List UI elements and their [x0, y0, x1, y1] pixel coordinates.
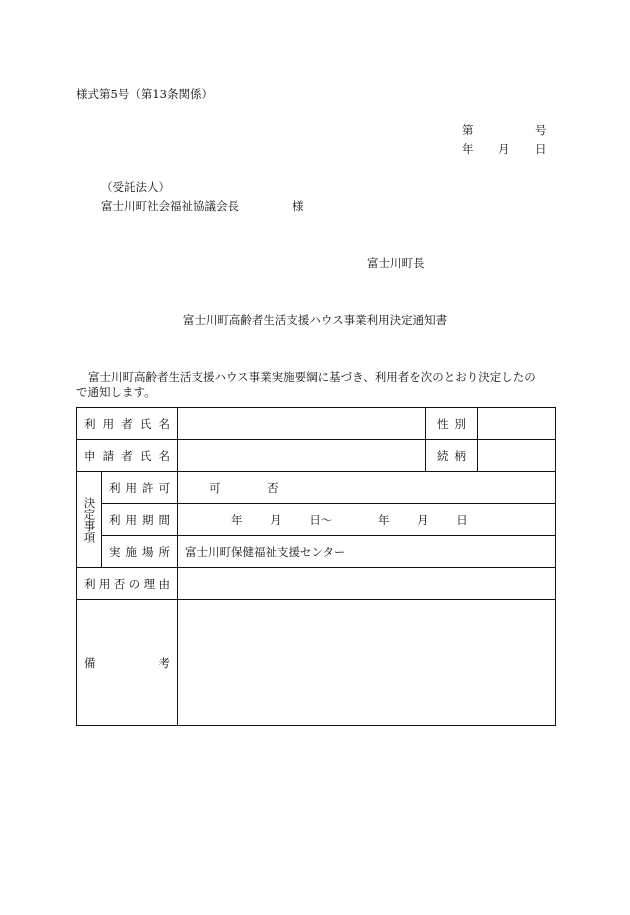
location-label-cell: [102, 536, 178, 568]
date-day: 日: [535, 142, 547, 156]
applicant-name-label-cell: [77, 440, 178, 472]
doc-number-suffix: 号: [535, 123, 547, 137]
table-row: [77, 600, 556, 726]
document-title: 富士川町高齢者生活支援ハウス事業利用決定通知書: [182, 313, 448, 327]
remarks-label-cell: [77, 600, 178, 726]
period-start-year: 年: [231, 512, 243, 527]
table-row: [77, 408, 556, 440]
period-end-year: 年: [377, 512, 390, 527]
period-value-cell[interactable]: [178, 504, 556, 536]
period-label: 利 用 期 間: [109, 512, 170, 527]
body-text-line2: で通知します。: [76, 385, 156, 399]
decision-table: [76, 407, 556, 726]
permission-option-no[interactable]: 否: [267, 480, 279, 495]
location-label: 実 施 場 所: [109, 544, 170, 559]
decision-group-label-cell: [77, 472, 102, 568]
table-row: [77, 472, 556, 504]
decision-group-label: 決定事項: [82, 496, 97, 543]
body-text-line1: 富士川町高齢者生活支援ハウス事業実施要綱に基づき、利用者を次のとおり決定したの: [88, 370, 536, 384]
doc-number-prefix: 第: [462, 123, 474, 137]
reason-label: 利 用 否 の 理 由: [84, 576, 170, 591]
user-name-label: 利 用 者 氏 名: [84, 416, 170, 431]
period-end-month: 月: [417, 512, 429, 527]
permission-label: 利 用 許 可: [109, 480, 170, 495]
location-value: 富士川町保健福祉支援センター: [185, 544, 346, 559]
gender-label-char2: 別: [454, 416, 466, 431]
applicant-name-label: 申 請 者 氏 名: [84, 448, 170, 463]
applicant-name-value[interactable]: [178, 440, 426, 472]
permission-value-cell: [178, 472, 556, 504]
period-label-cell: [102, 504, 178, 536]
permission-option-yes[interactable]: 可: [209, 480, 221, 495]
remarks-label-char1: 備: [84, 655, 96, 670]
remarks-value[interactable]: [178, 600, 556, 726]
recipient-name: 富士川町社会福祉協議会長: [101, 199, 239, 213]
recipient-note: （受託法人）: [101, 180, 170, 194]
recipient-honorific: 様: [292, 199, 304, 213]
remarks-label: [84, 656, 170, 670]
relation-label-char2: 柄: [454, 448, 466, 463]
gender-label-cell: [426, 408, 478, 440]
reason-value[interactable]: [178, 568, 556, 600]
date-month: 月: [498, 142, 510, 156]
period-start-month: 月: [270, 512, 282, 527]
table-row: [77, 536, 556, 568]
relation-label-cell: [426, 440, 478, 472]
relation-value[interactable]: [478, 440, 556, 472]
table-row: [77, 568, 556, 600]
relation-label-char1: 続: [437, 448, 449, 463]
sender: 富士川町長: [367, 256, 425, 270]
table-row: [77, 504, 556, 536]
user-name-label-cell: [77, 408, 178, 440]
gender-label-char1: 性: [437, 416, 449, 431]
user-name-value[interactable]: [178, 408, 426, 440]
location-value-cell: [178, 536, 556, 568]
permission-label-cell: [102, 472, 178, 504]
form-number: 様式第5号（第13条関係）: [76, 87, 213, 101]
period-end-day: 日: [456, 512, 468, 527]
date-year: 年: [462, 142, 474, 156]
reason-label-cell: [77, 568, 178, 600]
remarks-label-char2: 考: [158, 655, 170, 670]
table-row: [77, 440, 556, 472]
period-start-day: 日～: [309, 512, 333, 527]
gender-value[interactable]: [478, 408, 556, 440]
